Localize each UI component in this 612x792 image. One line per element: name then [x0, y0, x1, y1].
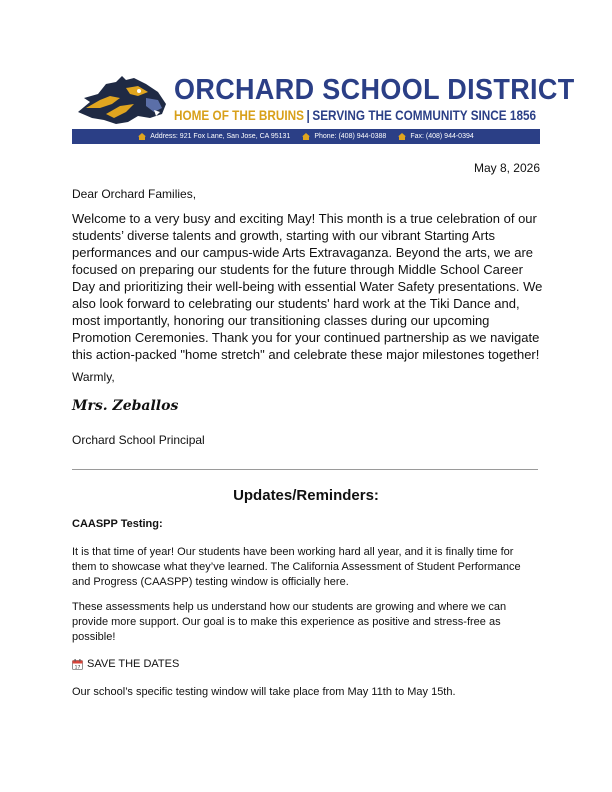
svg-text:17: 17: [74, 665, 81, 670]
save-the-dates: [72, 658, 179, 670]
caaspp-paragraph-3: Our school’s specific testing window will take place from May 11th to May 15th.: [72, 686, 456, 698]
tagline-separator: |: [306, 107, 310, 123]
fax-text: Fax: (408) 944-0394: [410, 133, 474, 140]
home-icon: [302, 133, 310, 140]
contact-phone: [302, 133, 386, 140]
caaspp-paragraph-2: These assessments help us understand how our students are growing and where we can provide more support. Our goal is to make this experience as positive and stress-free as possible!: [72, 601, 507, 643]
section-divider: [72, 469, 538, 470]
home-icon: [398, 133, 406, 140]
calendar-icon: [72, 659, 83, 670]
tagline-serving: SERVING THE COMMUNITY SINCE 1856: [312, 107, 537, 123]
save-dates-label: SAVE THE DATES: [87, 658, 180, 670]
updates-title: Updates/Reminders:: [233, 487, 379, 504]
home-icon: [138, 133, 146, 140]
contact-address: [138, 133, 290, 140]
letter-date: May 8, 2026: [473, 161, 540, 175]
letter-intro: Welcome to a very busy and exciting May! This month is a true celebration of our students’ diverse talents and growth, starting with our vibrant Starting Arts performances and our campus-wide Arts Extravaganza. Beyond the arts, we are focused on preparing our students for the future through Middle School Career Day and prioritizing their well-being with essential Water Safety presentations. We also look forward to celebrating our students' hard work at the Tiki Dance and, most importantly, honoring our transitioning classes during our upcoming Promotion Ceremonies. Thank you for your continued partnership as we navigate this action-packed "home stretch" and celebrate these major milestones together!: [72, 211, 543, 362]
contact-bar: [72, 129, 540, 144]
district-tagline: [174, 107, 536, 123]
principal-role: Orchard School Principal: [72, 433, 205, 447]
letter-greeting: Dear Orchard Families,: [72, 187, 197, 201]
district-title: ORCHARD SCHOOL DISTRICT: [174, 74, 575, 106]
bruin-bear-icon: [76, 74, 168, 128]
letter-closing: Warmly,: [72, 370, 115, 384]
principal-signature: Mrs. Zeballos: [72, 398, 179, 414]
address-text: Address: 921 Fox Lane, San Jose, CA 95131: [150, 133, 291, 140]
caaspp-paragraph-1: It is that time of year! Our students have been working hard all year, and it is finally time for them to showcase what they’ve learned. The California Assessment of Student Performance and Progress (CAASPP) testing window is officially here.: [72, 546, 521, 588]
letterhead: [72, 72, 575, 144]
contact-fax: [398, 133, 473, 140]
caaspp-heading: CAASPP Testing:: [72, 518, 163, 530]
phone-text: Phone: (408) 944-0388: [314, 133, 387, 140]
tagline-home: HOME OF THE BRUINS: [174, 107, 305, 123]
